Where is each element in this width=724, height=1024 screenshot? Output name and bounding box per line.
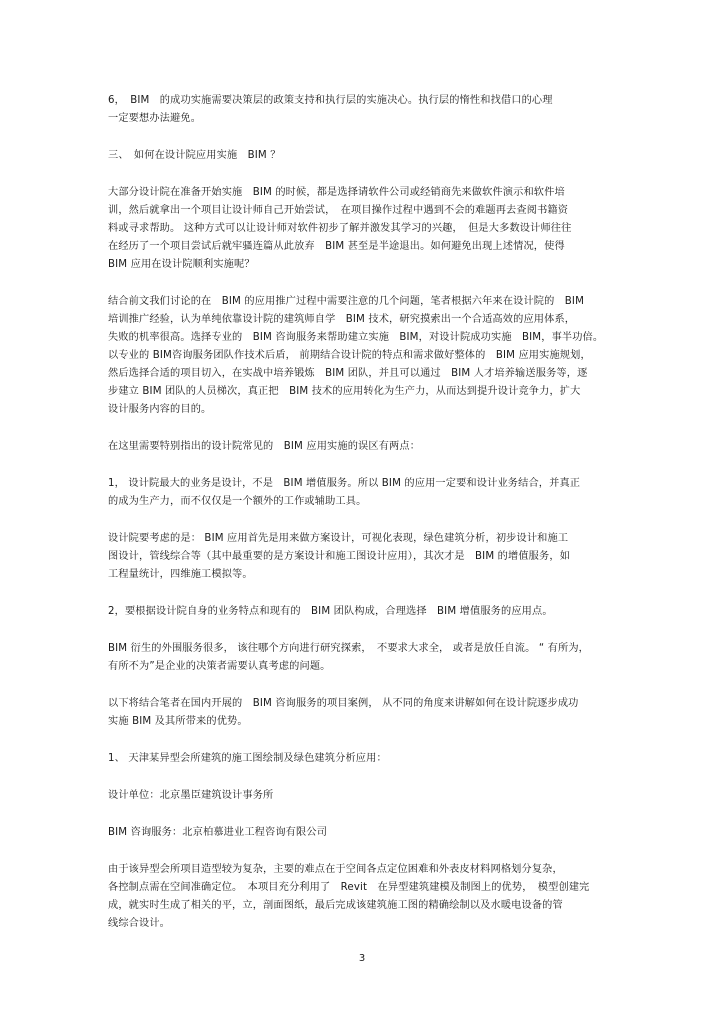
paragraph-gap — [108, 621, 624, 640]
text-line: 以下将结合笔者在国内开展的 BIM 咨询服务的项目案例， 从不同的角度来讲解如何在设计院逐步成功 — [108, 698, 579, 709]
text-line: 在经历了一个项目尝试后就牢骚连篇从此放弃 BIM 甚至是半途退出。如何避免出现上述情况，使得 — [108, 241, 565, 252]
paragraph — [108, 861, 624, 933]
text-line: 训，然后就拿出一个项目让设计师自己开始尝试， 在项目操作过程中遇到不会的难题再去查阅书籍资 — [108, 205, 569, 216]
text-line: 培训推广经验，认为单纯依靠设计院的建筑师自学 BIM 技术，研究摸索出一个合适高效的应用体系， — [108, 314, 576, 325]
paragraph-gap — [108, 805, 624, 824]
text-line: 各控制点需在空间准确定位。 本项目充分利用了 Revit 在异型建筑建模及制图上的优势， 模型创建完 — [108, 882, 590, 893]
text-line: 的成为生产力，而不仅仅是一个额外的工作或辅助工具。 — [108, 496, 367, 507]
paragraph — [108, 92, 624, 128]
text-line: 线综合设计。 — [108, 918, 171, 929]
text-line: 工程量统计，四维施工模拟等。 — [108, 569, 253, 580]
paragraph — [108, 184, 624, 274]
text-line: 三、 如何在设计院应用实施 BIM ？ — [108, 150, 281, 161]
document-body — [108, 92, 624, 933]
text-line: 2，要根据设计院自身的业务特点和现有的 BIM 团队构成，合理选择 BIM 增值服务的应用点。 — [108, 606, 553, 617]
text-line: 设计院要考虑的是： BIM 应用首先是用来做方案设计，可视化表现，绿色建筑分析，初步设计和施工 — [108, 533, 569, 544]
paragraph-gap — [108, 165, 624, 184]
text-line: 1， 设计院最大的业务是设计，不是 BIM 增值服务。所以 BIM 的应用一定要和设计业务结合，并真正 — [108, 478, 581, 489]
text-line: 一定要想办法避免。 — [108, 113, 202, 124]
paragraph-gap — [108, 274, 624, 293]
text-line: 图设计，管线综合等（其中最重要的是方案设计和施工图设计应用），其次才是 BIM 的增值服务，如 — [108, 551, 571, 562]
text-line: 6， BIM 的成功实施需要决策层的政策支持和执行层的实施决心。执行层的惰性和找借口的心理 — [108, 95, 553, 106]
paragraph-gap — [108, 511, 624, 530]
paragraph — [108, 293, 624, 419]
text-line: 设计服务内容的目的。 — [108, 404, 212, 415]
paragraph-gap — [108, 128, 624, 147]
text-line: 有所不为”是企业的决策者需要认真考虑的问题。 — [108, 661, 331, 672]
paragraph — [108, 750, 624, 768]
paragraph-gap — [108, 419, 624, 438]
page-number: 3 — [358, 953, 366, 964]
text-line: 1、 天津某异型会所建筑的施工图绘制及绿色建筑分析应用： — [108, 753, 387, 764]
paragraph — [108, 147, 624, 165]
text-line: 以专业的 BIM咨询服务团队作技术后盾， 前期结合设计院的特点和需求做好整体的 BIM 应用实施规划， — [108, 350, 591, 361]
paragraph-gap — [108, 842, 624, 861]
paragraph — [108, 475, 624, 511]
paragraph-gap — [108, 731, 624, 750]
paragraph — [108, 530, 624, 584]
text-line: 设计单位：北京墨臣建筑设计事务所 — [108, 790, 274, 801]
text-line: 实施 BIM 及其所带来的优势。 — [108, 716, 248, 727]
text-line: BIM 咨询服务：北京柏慕进业工程咨询有限公司 — [108, 827, 328, 838]
paragraph-gap — [108, 584, 624, 603]
paragraph — [108, 438, 624, 456]
text-line: 由于该异型会所项目造型较为复杂，主要的难点在于空间各点定位困难和外表皮材料网格划分复杂， — [108, 864, 563, 875]
text-line: 在这里需要特别指出的设计院常见的 BIM 应用实施的误区有两点： — [108, 441, 421, 452]
paragraph-gap — [108, 676, 624, 695]
text-line: BIM 应用在设计院顺利实施呢？ — [108, 259, 255, 270]
paragraph — [108, 824, 624, 842]
paragraph — [108, 695, 624, 731]
text-line: BIM 衍生的外围服务很多， 该往哪个方向进行研究探索， 不要求大求全， 或者是放任自流。 “ 有所为， — [108, 643, 590, 654]
text-line: 然后选择合适的项目切入，在实战中培养锻炼 BIM 团队，并且可以通过 BIM 人才培养输送服务等，逐 — [108, 368, 588, 379]
paragraph-gap — [108, 768, 624, 787]
text-line: 大部分设计院在准备开始实施 BIM 的时候，都是选择请软件公司或经销商先来做软件演示和软件培 — [108, 187, 565, 198]
paragraph-gap — [108, 456, 624, 475]
text-line: 料或寻求帮助。 这种方式可以让设计师对软件初步了解并激发其学习的兴趣， 但是大多数设计师往往 — [108, 223, 572, 234]
paragraph — [108, 603, 624, 621]
paragraph — [108, 640, 624, 676]
text-line: 结合前文我们讨论的在 BIM 的应用推广过程中需要注意的几个问题，笔者根据六年来在设计院的 BIM — [108, 296, 585, 307]
text-line: 失败的机率很高。选择专业的 BIM 咨询服务来帮助建立实施 BIM，对设计院成功实施 BIM，事半功倍。 — [108, 332, 604, 343]
text-line: 步建立 BIM 团队的人员梯次，真正把 BIM 技术的应用转化为生产力，从而达到提升设计竞争力，扩大 — [108, 386, 581, 397]
paragraph — [108, 787, 624, 805]
text-line: 成，就实时生成了相关的平，立，剖面图纸，最后完成该建筑施工图的精确绘制以及水暖电设备的管 — [108, 900, 563, 911]
